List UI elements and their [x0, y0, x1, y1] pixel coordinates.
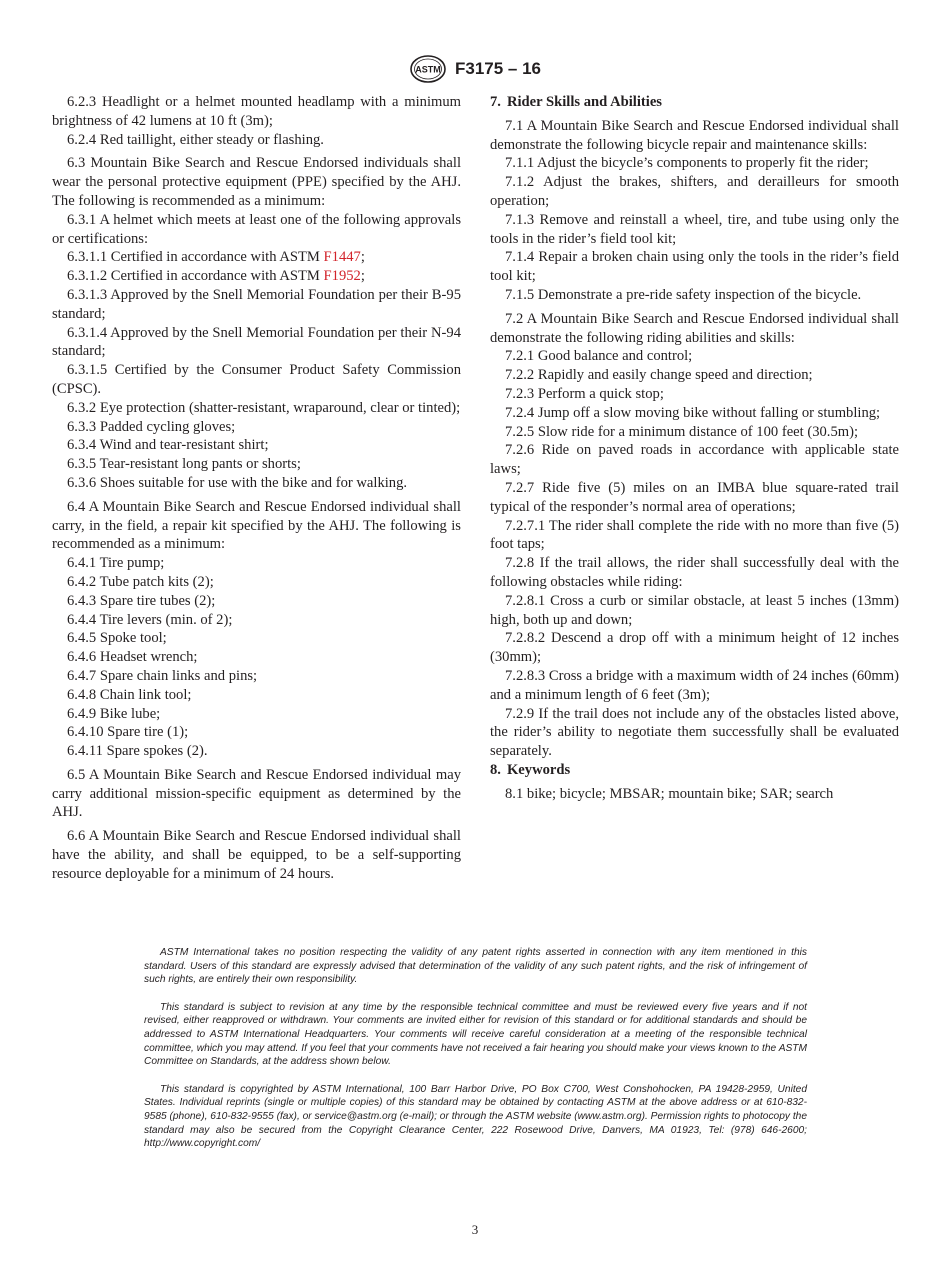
clause-text: 7.1.1 Adjust the bicycle’s components to properly fit the rider;: [505, 155, 869, 172]
legal-notices: [144, 946, 807, 1165]
clause-text: 6.4.8 Chain link tool;: [67, 686, 192, 703]
clause-text: 7.2.7.1 The rider shall complete the ride with no more than five (5) foot taps;: [490, 517, 899, 553]
clause-text: 6.4.6 Headset wrench;: [67, 649, 198, 666]
clause-paragraph: [52, 248, 461, 267]
notice-paragraph: ASTM International takes no position respecting the validity of any patent rights asserted in connection with any item mentioned in this standard. Users of this standard are expressly advised that determination of the validity of any such patent rights, and the risk of infringement of such rights, are entirely their own responsibility.: [144, 947, 807, 986]
clause-text: 7.2.3 Perform a quick stop;: [505, 385, 664, 402]
clause-paragraph: [490, 310, 899, 348]
section-number: 8.: [490, 761, 501, 778]
clause-paragraph: [490, 517, 899, 555]
clause-paragraph: [52, 554, 461, 573]
clause-paragraph: [52, 154, 461, 210]
clause-paragraph: [52, 267, 461, 286]
clause-text: 6.3.1.2 Certified in accordance with ASTM: [67, 268, 324, 285]
clause-text: 6.4.11 Spare spokes (2).: [67, 743, 208, 760]
clause-text: 7.2.1 Good balance and control;: [505, 348, 693, 365]
clause-text: 6.4.5 Spoke tool;: [67, 630, 167, 647]
notice-paragraph: This standard is subject to revision at any time by the responsible technical committee and must be reviewed every five years and if not revised, either reapproved or withdrawn. Your comments are invited either for revision of this standard or for additional standards and should be addressed to ASTM International Headquarters. Your comments will receive careful consideration at a meeting of the responsible technical committee, which you may attend. If you feel that your comments have not received a fair hearing you should make your views known to the ASTM Committee on Standards, at the address shown below.: [144, 1001, 807, 1068]
clause-paragraph: [52, 742, 461, 761]
clause-text: 6.4.3 Spare tire tubes (2);: [67, 592, 216, 609]
clause-text: 6.2.4 Red taillight, either steady or flashing.: [67, 131, 324, 148]
clause-paragraph: [490, 629, 899, 667]
right-column: [490, 93, 899, 803]
section-title: Keywords: [506, 761, 571, 778]
section-heading: [490, 93, 899, 112]
clause-text: 7.2.9 If the trail does not include any of the obstacles listed above, the rider’s ability to negotiate them successfully shall be evaluated separately.: [490, 705, 899, 760]
clause-text: 7.1.3 Remove and reinstall a wheel, tire, and tube using only the tools in the rider’s field tool kit;: [490, 211, 899, 247]
clause-text: 6.4 A Mountain Bike Search and Rescue Endorsed individual shall carry, in the field, a repair kit specified by the AHJ. The following is recommended as a minimum:: [52, 498, 461, 553]
clause-text: 6.4.7 Spare chain links and pins;: [67, 667, 258, 684]
clause-text: 8.1 bike; bicycle; MBSAR; mountain bike; SAR; search: [505, 785, 834, 802]
clause-paragraph: [52, 211, 461, 249]
clause-paragraph: [52, 498, 461, 554]
clause-text: 7.2 A Mountain Bike Search and Rescue Endorsed individual shall demonstrate the following riding abilities and skills:: [490, 310, 899, 346]
clause-paragraph: [52, 648, 461, 667]
clause-paragraph: [52, 361, 461, 399]
clause-text: 6.4.2 Tube patch kits (2);: [67, 573, 214, 590]
clause-text: 7.2.4 Jump off a slow moving bike without falling or stumbling;: [505, 404, 881, 421]
clause-paragraph: [490, 117, 899, 155]
clause-paragraph: [490, 286, 899, 305]
clause-paragraph: [52, 723, 461, 742]
clause-text: 6.4.4 Tire levers (min. of 2);: [67, 611, 233, 628]
clause-paragraph: [52, 131, 461, 150]
clause-paragraph: [52, 474, 461, 493]
clause-text: 6.3.1.3 Approved by the Snell Memorial Foundation per their B-95 standard;: [52, 286, 461, 322]
clause-paragraph: [490, 211, 899, 249]
clause-paragraph: [52, 399, 461, 418]
clause-text: 7.2.6 Ride on paved roads in accordance with applicable state laws;: [490, 442, 899, 478]
clause-paragraph: [490, 385, 899, 404]
astm-logo-text: ASTM: [415, 64, 441, 75]
clause-paragraph: [490, 592, 899, 630]
clause-text: 7.1.2 Adjust the brakes, shifters, and derailleurs for smooth operation;: [490, 174, 899, 209]
clause-text: 6.3.2 Eye protection (shatter-resistant, wraparound, clear or tinted);: [67, 399, 461, 416]
clause-paragraph: [52, 573, 461, 592]
left-column: [52, 93, 461, 884]
clause-text: 7.1.4 Repair a broken chain using only the tools in the rider’s field tool kit;: [490, 249, 899, 285]
clause-text: 6.6 A Mountain Bike Search and Rescue Endorsed individual shall have the ability, and shall be equipped, to be a self-supporting resource deployable for a minimum of 24 hours.: [52, 828, 461, 882]
clause-text: 6.5 A Mountain Bike Search and Rescue Endorsed individual may carry additional mission-specific equipment as determined by the AHJ.: [52, 766, 461, 821]
clause-paragraph: [490, 441, 899, 479]
astm-logo: [409, 54, 447, 84]
clause-text: 6.3.1.5 Certified by the Consumer Product Safety Commission (CPSC).: [52, 362, 461, 397]
standard-reference-link[interactable]: F1447: [323, 249, 361, 266]
clause-text: 6.3.1.4 Approved by the Snell Memorial Foundation per their N-94 standard;: [52, 324, 461, 360]
clause-text: 6.3.3 Padded cycling gloves;: [67, 418, 236, 435]
clause-paragraph: [490, 347, 899, 366]
clause-paragraph: [490, 479, 899, 517]
clause-paragraph: [490, 705, 899, 761]
clause-paragraph: [52, 629, 461, 648]
clause-text: 7.1.5 Demonstrate a pre-ride safety inspection of the bicycle.: [505, 286, 862, 303]
clause-text: 7.2.7 Ride five (5) miles on an IMBA blue square-rated trail typical of the responder’s normal area of operations;: [490, 479, 899, 515]
page-header: [0, 54, 950, 89]
clause-text: 7.2.8.3 Cross a bridge with a maximum width of 24 inches (60mm) and a minimum length of 6 feet (3m);: [490, 667, 899, 703]
clause-paragraph: [490, 423, 899, 442]
clause-text: 6.3.4 Wind and tear-resistant shirt;: [67, 437, 269, 454]
clause-paragraph: [52, 611, 461, 630]
clause-text: 6.4.1 Tire pump;: [67, 555, 165, 572]
section-title: Rider Skills and Abilities: [506, 94, 662, 110]
clause-text-end: ;: [360, 268, 365, 285]
clause-text: 7.2.2 Rapidly and easily change speed and direction;: [505, 367, 813, 384]
notice-paragraph: This standard is copyrighted by ASTM International, 100 Barr Harbor Drive, PO Box C700, West Conshohocken, PA 19428-2959, United States. Individual reprints (single or multiple copies) of this standard may be obtained by contacting ASTM at the above address or at 610-832-9585 (phone), 610-832-9555 (fax), or service@astm.org (e-mail); or through the ASTM website (www.astm.org). Permission rights to photocopy the standard may also be secured from the Copyright Clearance Center, 222 Rosewood Drive, Danvers, MA 01923, Tel: (978) 646-2600; http://www.copyright.com/: [144, 1083, 807, 1150]
clause-paragraph: [52, 418, 461, 437]
clause-text: 6.3.6 Shoes suitable for use with the bike and for walking.: [67, 474, 408, 491]
clause-paragraph: [52, 705, 461, 724]
clause-text: 7.2.8.2 Descend a drop off with a minimum height of 12 inches (30mm);: [490, 630, 899, 666]
clause-paragraph: [52, 436, 461, 455]
clause-paragraph: [52, 766, 461, 822]
clause-text: 7.2.8.1 Cross a curb or similar obstacle, at least 5 inches (13mm) high, both up and down;: [490, 592, 899, 628]
clause-paragraph: [52, 324, 461, 362]
clause-paragraph: [52, 93, 461, 131]
clause-paragraph: [490, 785, 899, 804]
clause-paragraph: [490, 173, 899, 211]
clause-text-end: ;: [360, 249, 365, 266]
clause-text: 6.2.3 Headlight or a helmet mounted headlamp with a minimum brightness of 42 lumens at 10 ft (3m);: [52, 94, 461, 129]
section-number: 7.: [490, 94, 501, 110]
standard-reference-link[interactable]: F1952: [323, 268, 361, 285]
clause-paragraph: [52, 286, 461, 324]
clause-paragraph: [52, 455, 461, 474]
clause-paragraph: [490, 554, 899, 592]
clause-paragraph: [52, 592, 461, 611]
clause-paragraph: [490, 404, 899, 423]
standard-designation: F3175 – 16: [454, 59, 541, 78]
clause-text: 6.3.1 A helmet which meets at least one of the following approvals or certifications:: [52, 211, 461, 247]
clause-paragraph: [490, 366, 899, 385]
clause-paragraph: [490, 667, 899, 705]
clause-text: 7.2.5 Slow ride for a minimum distance of 100 feet (30.5m);: [505, 423, 859, 440]
clause-paragraph: [490, 248, 899, 286]
clause-text: 7.2.8 If the trail allows, the rider shall successfully deal with the following obstacles while riding:: [490, 555, 899, 590]
section-heading: [490, 761, 899, 780]
clause-text: 6.4.10 Spare tire (1);: [67, 724, 189, 741]
clause-paragraph: [52, 686, 461, 705]
clause-text: 6.3.5 Tear-resistant long pants or shorts;: [67, 456, 301, 473]
clause-paragraph: [490, 154, 899, 173]
clause-text: 7.1 A Mountain Bike Search and Rescue Endorsed individual shall demonstrate the following bicycle repair and maintenance skills:: [490, 117, 899, 153]
clause-paragraph: [52, 667, 461, 686]
clause-text: 6.4.9 Bike lube;: [67, 705, 161, 722]
page-number: 3: [471, 1222, 479, 1237]
clause-text: 6.3 Mountain Bike Search and Rescue Endorsed individuals shall wear the personal protective equipment (PPE) specified by the AHJ. The following is recommended as a minimum:: [52, 155, 461, 209]
clause-text: 6.3.1.1 Certified in accordance with ASTM: [67, 249, 324, 266]
clause-paragraph: [52, 827, 461, 883]
